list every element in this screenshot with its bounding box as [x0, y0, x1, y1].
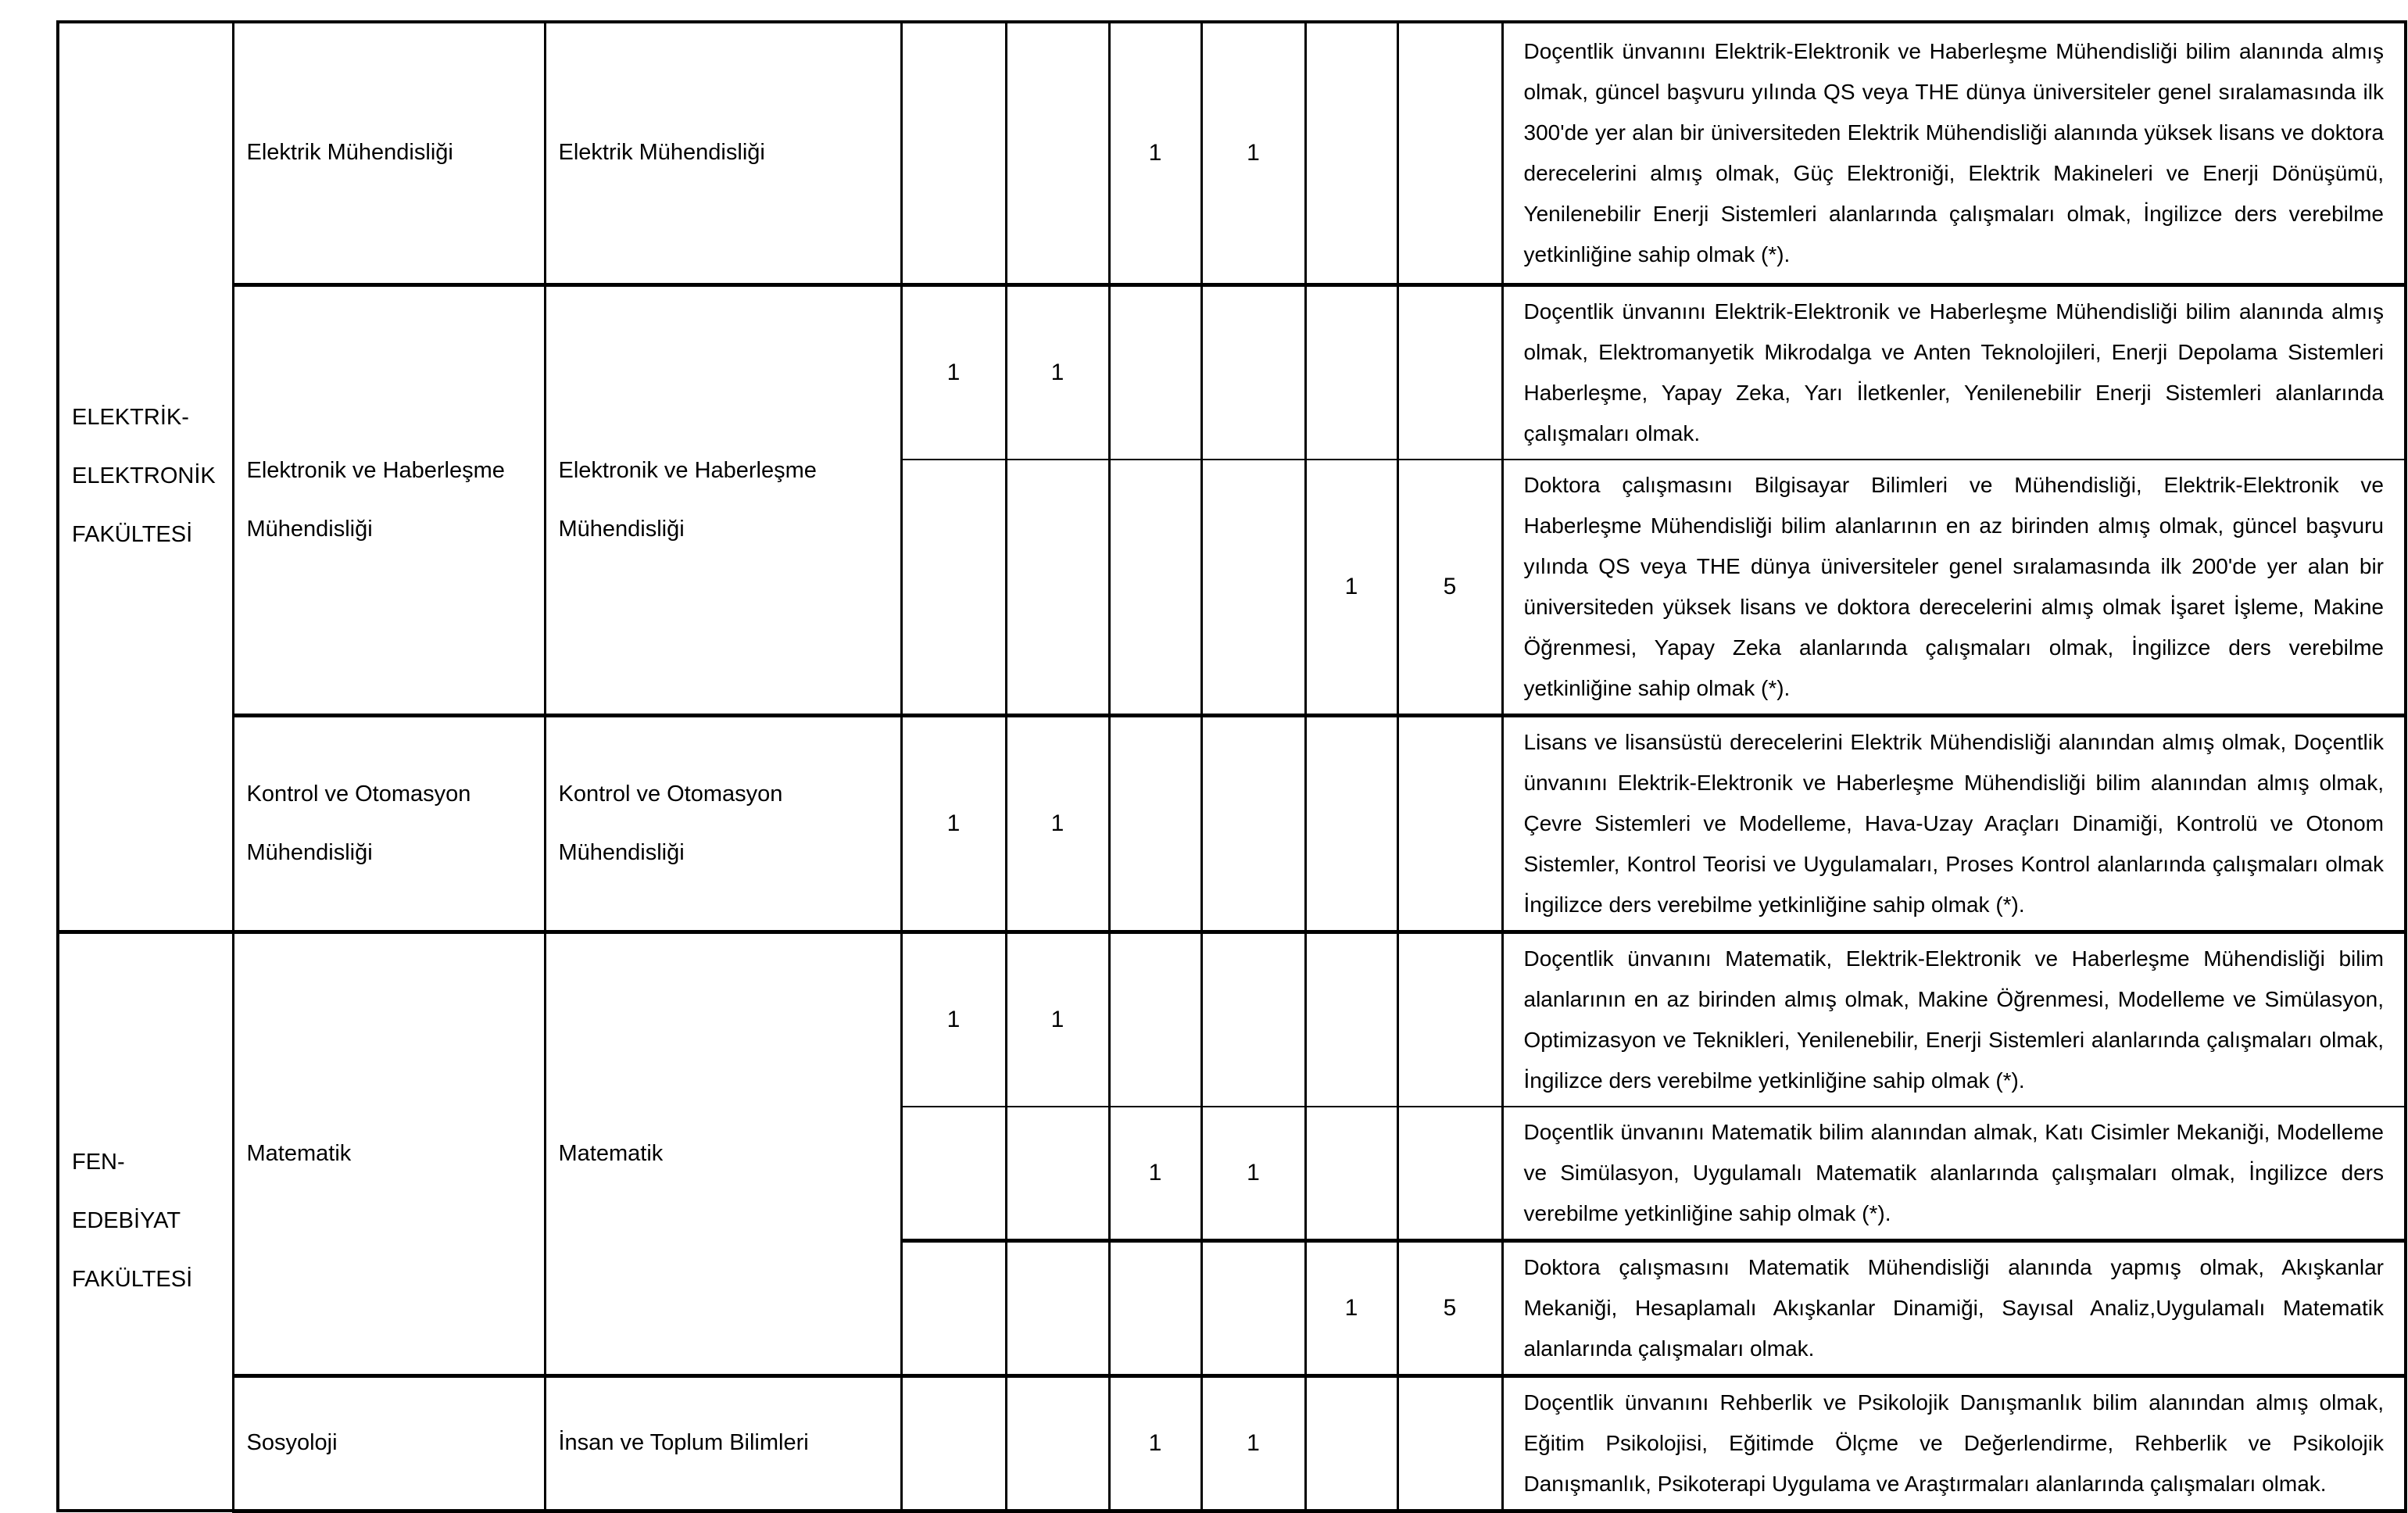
requirements-cell: Doktora çalışmasını Bilgisayar Bilimleri ve Mühendisliği, Elektrik-Elektronik ve Haberleşme Mühendisliği bilim alanlarının en az birinden almış olmak, güncel başvuru yılında QS veya THE dünya üniversiteler genel sıralamasında ilk 200'de yer alan bir üniversiteden yüksek lisans ve doktora derecelerini almış olmak İşaret İşleme, Makine Öğrenmesi, Yapay Zeka alanlarında çalışmaları olmak, İngilizce ders verebilme yetkinliğine sahip olmak (*). — [1502, 460, 2406, 716]
quota-cell — [1109, 1240, 1201, 1375]
announcement-table — [56, 20, 2407, 1513]
quota-cell — [901, 22, 1006, 284]
quota-cell — [1305, 284, 1397, 460]
quota-cell — [1397, 1375, 1502, 1511]
quota-cell — [1305, 715, 1397, 932]
table-row — [58, 22, 2406, 284]
quota-cell — [1397, 284, 1502, 460]
quota-cell — [1397, 1107, 1502, 1241]
quota-cell — [1201, 460, 1305, 716]
table-row — [58, 1375, 2406, 1511]
quota-cell: 1 — [1201, 22, 1305, 284]
quota-cell — [1201, 715, 1305, 932]
program-cell: Elektrik Mühendisliği — [545, 22, 901, 284]
quota-cell — [1201, 932, 1305, 1107]
quota-cell — [901, 460, 1006, 716]
quota-cell — [1006, 1240, 1109, 1375]
quota-cell: 1 — [1109, 1107, 1201, 1241]
department-cell: Sosyoloji — [233, 1375, 545, 1511]
quota-cell — [1305, 1375, 1397, 1511]
quota-cell: 5 — [1397, 460, 1502, 716]
quota-cell: 1 — [1201, 1375, 1305, 1511]
quota-cell: 1 — [1109, 1375, 1201, 1511]
quota-cell: 1 — [1305, 460, 1397, 716]
department-cell: Elektronik ve Haberleşme Mühendisliği — [233, 284, 545, 715]
requirements-cell: Doçentlik ünvanını Elektrik-Elektronik ve Haberleşme Mühendisliği bilim alanında almış olmak, güncel başvuru yılında QS veya THE dünya üniversiteler genel sıralamasında ilk 300'de yer alan bir üniversiteden Elektrik Mühendisliği alanında yüksek lisans ve doktora derecelerini almış olmak, Güç Elektroniği, Elektrik Makineleri ve Enerji Dönüşümü, Yenilenebilir Enerji Sistemleri alanlarında çalışmaları olmak, İngilizce ders verebilme yetkinliğine sahip olmak (*). — [1502, 22, 2406, 284]
requirements-cell: Doçentlik ünvanını Elektrik-Elektronik ve Haberleşme Mühendisliği bilim alanında almış olmak, Elektromanyetik Mikrodalga ve Anten Teknolojileri, Enerji Depolama Sistemleri Haberleşme, Yapay Zeka, Yarı İletkenler, Yenilenebilir Enerji Sistemleri alanlarında çalışmaları olmak. — [1502, 284, 2406, 460]
quota-cell — [1109, 715, 1201, 932]
requirements-cell: Doçentlik ünvanını Rehberlik ve Psikolojik Danışmanlık bilim alanından almış olmak, Eğitim Psikolojisi, Eğitimde Ölçme ve Değerlendirme, Rehberlik ve Psikolojik Danışmanlık, Psikoterapi Uygulama ve Araştırmaları alanlarında çalışmaları olmak. — [1502, 1375, 2406, 1511]
quota-cell: 1 — [1006, 284, 1109, 460]
program-cell: Elektronik ve Haberleşme Mühendisliği — [545, 284, 901, 715]
program-cell: Kontrol ve Otomasyon Mühendisliği — [545, 715, 901, 932]
quota-cell: 1 — [1201, 1107, 1305, 1241]
faculty-cell: FEN-EDEBİYAT FAKÜLTESİ — [58, 932, 233, 1511]
quota-cell — [1305, 932, 1397, 1107]
quota-cell: 1 — [1305, 1240, 1397, 1375]
table-row — [58, 715, 2406, 932]
quota-cell — [1201, 284, 1305, 460]
quota-cell — [1006, 1375, 1109, 1511]
department-cell: Matematik — [233, 932, 545, 1375]
program-cell: Matematik — [545, 932, 901, 1375]
program-cell: İnsan ve Toplum Bilimleri — [545, 1375, 901, 1511]
quota-cell — [901, 1240, 1006, 1375]
announcement-sheet — [56, 20, 2407, 1513]
quota-cell — [1305, 1107, 1397, 1241]
quota-cell — [1397, 932, 1502, 1107]
quota-cell — [901, 1107, 1006, 1241]
quota-cell — [1201, 1240, 1305, 1375]
quota-cell — [1006, 1107, 1109, 1241]
quota-cell: 1 — [1006, 715, 1109, 932]
quota-cell — [1109, 932, 1201, 1107]
department-cell: Elektrik Mühendisliği — [233, 22, 545, 284]
requirements-cell: Lisans ve lisansüstü derecelerini Elektrik Mühendisliği alanından almış olmak, Doçentlik ünvanını Elektrik-Elektronik ve Haberleşme Mühendisliği bilim alanından almış olmak, Çevre Sistemleri ve Modelleme, Hava-Uzay Araçları Dinamiği, Kontrolü ve Otonom Sistemler, Kontrol Teorisi ve Uygulamaları, Proses Kontrol alanlarında çalışmaları olmak İngilizce ders verebilme yetkinliğine sahip olmak (*). — [1502, 715, 2406, 932]
requirements-cell: Doçentlik ünvanını Matematik, Elektrik-Elektronik ve Haberleşme Mühendisliği bilim alanlarının en az birinden almış olmak, Makine Öğrenmesi, Modelleme ve Simülasyon, Optimizasyon ve Teknikleri, Yenilenebilir, Enerji Sistemleri alanlarında çalışmaları olmak, İngilizce ders verebilme yetkinliğine sahip olmak (*). — [1502, 932, 2406, 1107]
quota-cell: 1 — [1006, 932, 1109, 1107]
quota-cell: 1 — [901, 715, 1006, 932]
quota-cell — [1397, 22, 1502, 284]
faculty-cell: ELEKTRİK-ELEKTRONİK FAKÜLTESİ — [58, 22, 233, 932]
quota-cell: 5 — [1397, 1240, 1502, 1375]
table-row — [58, 284, 2406, 460]
table-row — [58, 932, 2406, 1107]
quota-cell: 1 — [901, 284, 1006, 460]
quota-cell — [1006, 22, 1109, 284]
department-cell: Kontrol ve Otomasyon Mühendisliği — [233, 715, 545, 932]
quota-cell — [1109, 460, 1201, 716]
quota-cell — [1397, 715, 1502, 932]
requirements-cell: Doçentlik ünvanını Matematik bilim alanından almak, Katı Cisimler Mekaniği, Modelleme ve Simülasyon, Uygulamalı Matematik alanlarında çalışmaları olmak, İngilizce ders verebilme yetkinliğine sahip olmak (*). — [1502, 1107, 2406, 1241]
quota-cell: 1 — [901, 932, 1006, 1107]
quota-cell — [1305, 22, 1397, 284]
quota-cell: 1 — [1109, 22, 1201, 284]
quota-cell — [1006, 460, 1109, 716]
requirements-cell: Doktora çalışmasını Matematik Mühendisliği alanında yapmış olmak, Akışkanlar Mekaniği, Hesaplamalı Akışkanlar Dinamiği, Sayısal Analiz,Uygulamalı Matematik alanlarında çalışmaları olmak. — [1502, 1240, 2406, 1375]
quota-cell — [901, 1375, 1006, 1511]
quota-cell — [1109, 284, 1201, 460]
